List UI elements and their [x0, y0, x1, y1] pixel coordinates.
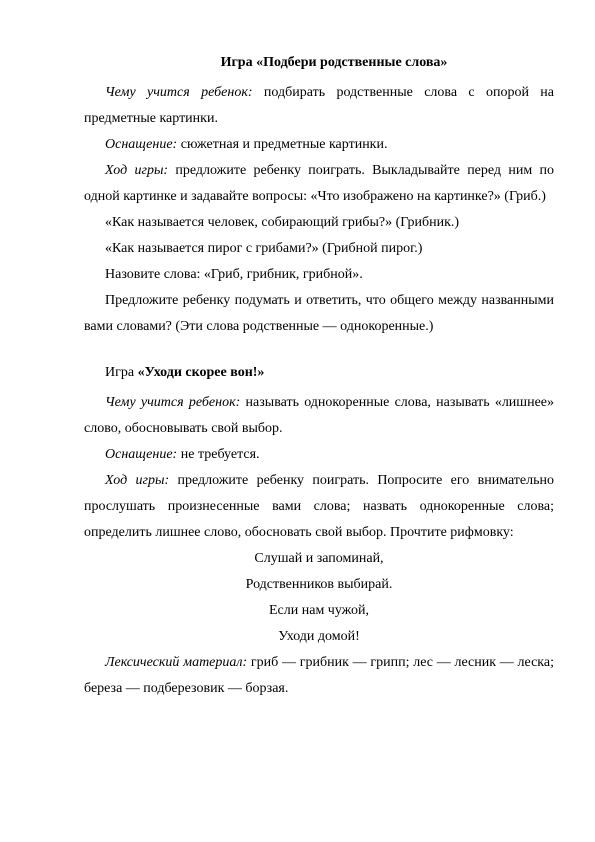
- game2-lexical-text: гриб — грибник — грипп; лес — лесник — леска; береза — подберезовик — борзая.: [84, 655, 554, 696]
- game1-course-label: Ход игры:: [105, 163, 169, 178]
- poem-line: Уходи домой!: [278, 629, 360, 644]
- game2-title-name: «Уходи скорее вон!»: [137, 365, 265, 380]
- game1-course-paragraph: [84, 158, 554, 210]
- game2-lexical-paragraph: [84, 650, 554, 702]
- document-page: [84, 50, 554, 702]
- game1-course-text: предложите ребенку поиграть. Выкладывайте перед ним по одной картинке и задавайте вопросы: «Что изображено на картинке?» (Гриб.): [84, 163, 554, 204]
- game2-learn-text: называть однокоренные слова, называть «лишнее» слово, обосновывать свой выбор.: [84, 395, 554, 436]
- game1-learn-text: подбирать родственные слова с опорой на предметные картинки.: [84, 85, 555, 126]
- game2-course-label: Ход игры:: [105, 473, 170, 488]
- poem-line: Родственников выбирай.: [245, 577, 393, 592]
- rhyme-poem: [84, 546, 554, 650]
- game2-equip-label: Оснащение:: [105, 447, 178, 462]
- game2-title: [84, 360, 554, 386]
- game2-equip-paragraph: [84, 442, 554, 468]
- game2-learn-label: Чему учится ребенок:: [105, 395, 241, 410]
- game2-course-text: предложите ребенку поиграть. Попросите его внимательно прослушать произнесенные вами слова; назвать однокоренные слова; определить лишнее слово, обосновать свой выбор. Прочтите рифмовку:: [84, 473, 554, 540]
- game1-question-2: «Как называется человек, собирающий грибы?» (Грибник.): [105, 215, 460, 230]
- game1-question-3: «Как называется пирог с грибами?» (Грибной пирог.): [105, 241, 423, 256]
- game2-equip-text: не требуется.: [177, 447, 260, 462]
- game1-final-paragraph: Предложите ребенку подумать и ответить, что общего между названными вами словами? (Эти слова родственные — однокоренные.): [84, 293, 554, 334]
- game2-learn-paragraph: [84, 390, 554, 442]
- game2-course-paragraph: [84, 468, 554, 546]
- game1-equip-text: сюжетная и предметные картинки.: [177, 137, 388, 152]
- game1-learn-paragraph: [84, 80, 554, 132]
- game1-learn-label: Чему учится ребенок:: [105, 85, 253, 100]
- game1-title: Игра «Подбери родственные слова»: [220, 55, 448, 70]
- game1-equip-label: Оснащение:: [105, 137, 178, 152]
- game1-name-words: Назовите слова: «Гриб, грибник, грибной».: [105, 267, 363, 282]
- game2-title-prefix: Игра: [105, 365, 138, 380]
- section-gap: [84, 340, 554, 360]
- poem-line: Если нам чужой,: [269, 603, 369, 618]
- poem-line: Слушай и запоминай,: [254, 551, 384, 566]
- game2-lexical-label: Лексический материал:: [105, 655, 248, 670]
- game1-equip-paragraph: [84, 132, 554, 158]
